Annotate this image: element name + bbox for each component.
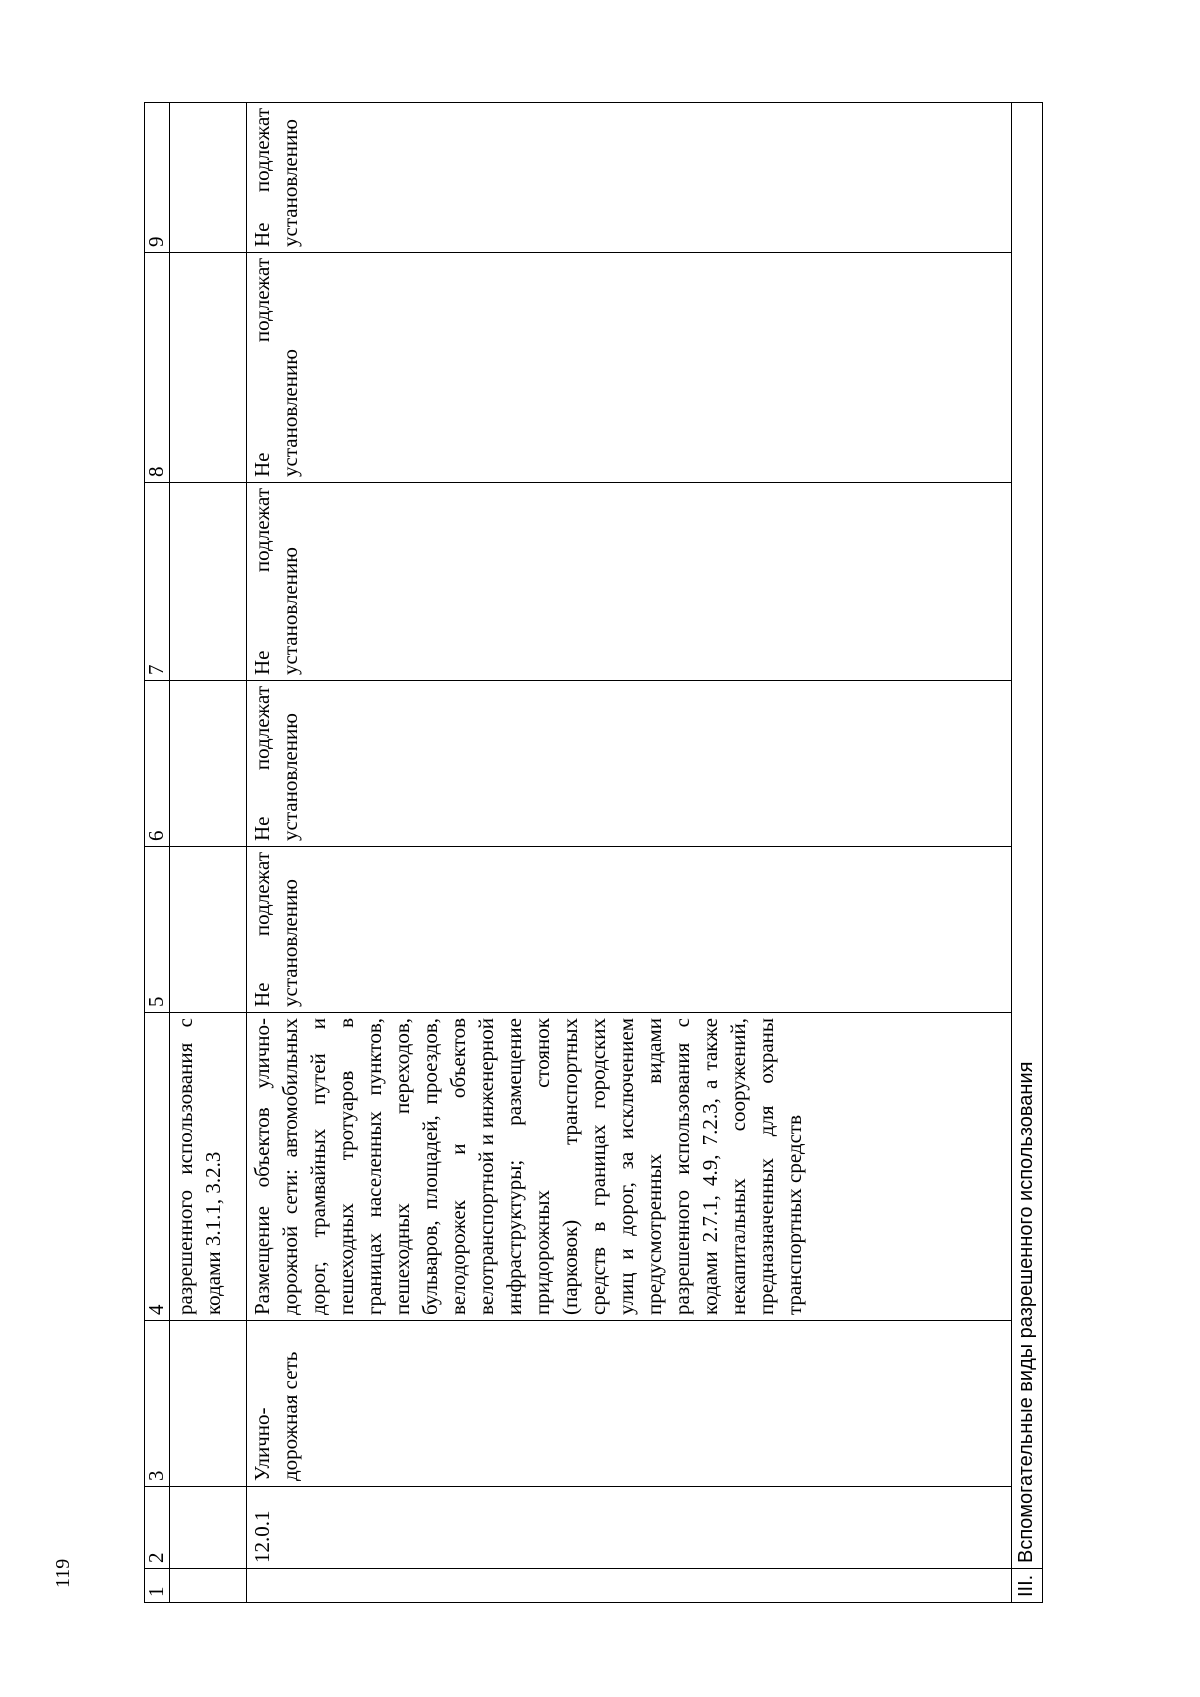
header-cell-5: 5 — [145, 847, 170, 1013]
header-cell-9: 9 — [145, 103, 170, 253]
use-description-cell: разрешенного использования с кодами 3.1.1, 3.2.3 — [170, 1013, 247, 1321]
table-cell — [170, 847, 247, 1013]
table-cell — [170, 253, 247, 483]
table-cell — [170, 1487, 247, 1569]
use-name-cell: Улично-дорожная сеть — [247, 1321, 1012, 1487]
section-title: Вспомогательные виды разрешенного использования — [1012, 103, 1043, 1569]
permitted-use-table — [144, 102, 1043, 1603]
parameter-cell: Не подлежат установлению — [247, 681, 1012, 847]
table-cell — [170, 103, 247, 253]
table-row — [170, 103, 247, 1603]
section-numeral: III. — [1012, 1569, 1043, 1603]
page-number: 119 — [52, 1558, 74, 1588]
use-code-cell: 12.0.1 — [247, 1487, 1012, 1569]
table-cell — [170, 681, 247, 847]
header-cell-3: 3 — [145, 1321, 170, 1487]
header-cell-8: 8 — [145, 253, 170, 483]
table-cell — [170, 483, 247, 681]
section-row — [1012, 103, 1043, 1603]
parameter-cell: Не подлежат установлению — [247, 483, 1012, 681]
rotated-table-wrapper — [144, 103, 1074, 1603]
header-row — [145, 103, 170, 1603]
parameter-cell: Не подлежат установлению — [247, 103, 1012, 253]
table-row — [247, 103, 1012, 1603]
header-cell-7: 7 — [145, 483, 170, 681]
header-cell-2: 2 — [145, 1487, 170, 1569]
header-cell-1: 1 — [145, 1569, 170, 1603]
parameter-cell: Не подлежат установлению — [247, 847, 1012, 1013]
use-description-cell: Размещение объектов улично-дорожной сети: автомобильных дорог, трамвайных путей и пешеходных тротуаров в границах населенных пунктов, пешеходных переходов, бульваров, площадей, проездов, велодорожек и объектов велотранспортной и инженерной инфраструктуры; размещение придорожных стоянок (парковок) транспортных средств в границах городских улиц и дорог, за исключением предусмотренных видами разрешенного использования с кодами 2.7.1, 4.9, 7.2.3, а также некапитальных сооружений, предназначенных для охраны транспортных средств — [247, 1013, 1012, 1321]
table-cell — [247, 1569, 1012, 1603]
header-cell-4: 4 — [145, 1013, 170, 1321]
table-cell — [170, 1569, 247, 1603]
table-cell — [170, 1321, 247, 1487]
parameter-cell: Не подлежат установлению — [247, 253, 1012, 483]
header-cell-6: 6 — [145, 681, 170, 847]
